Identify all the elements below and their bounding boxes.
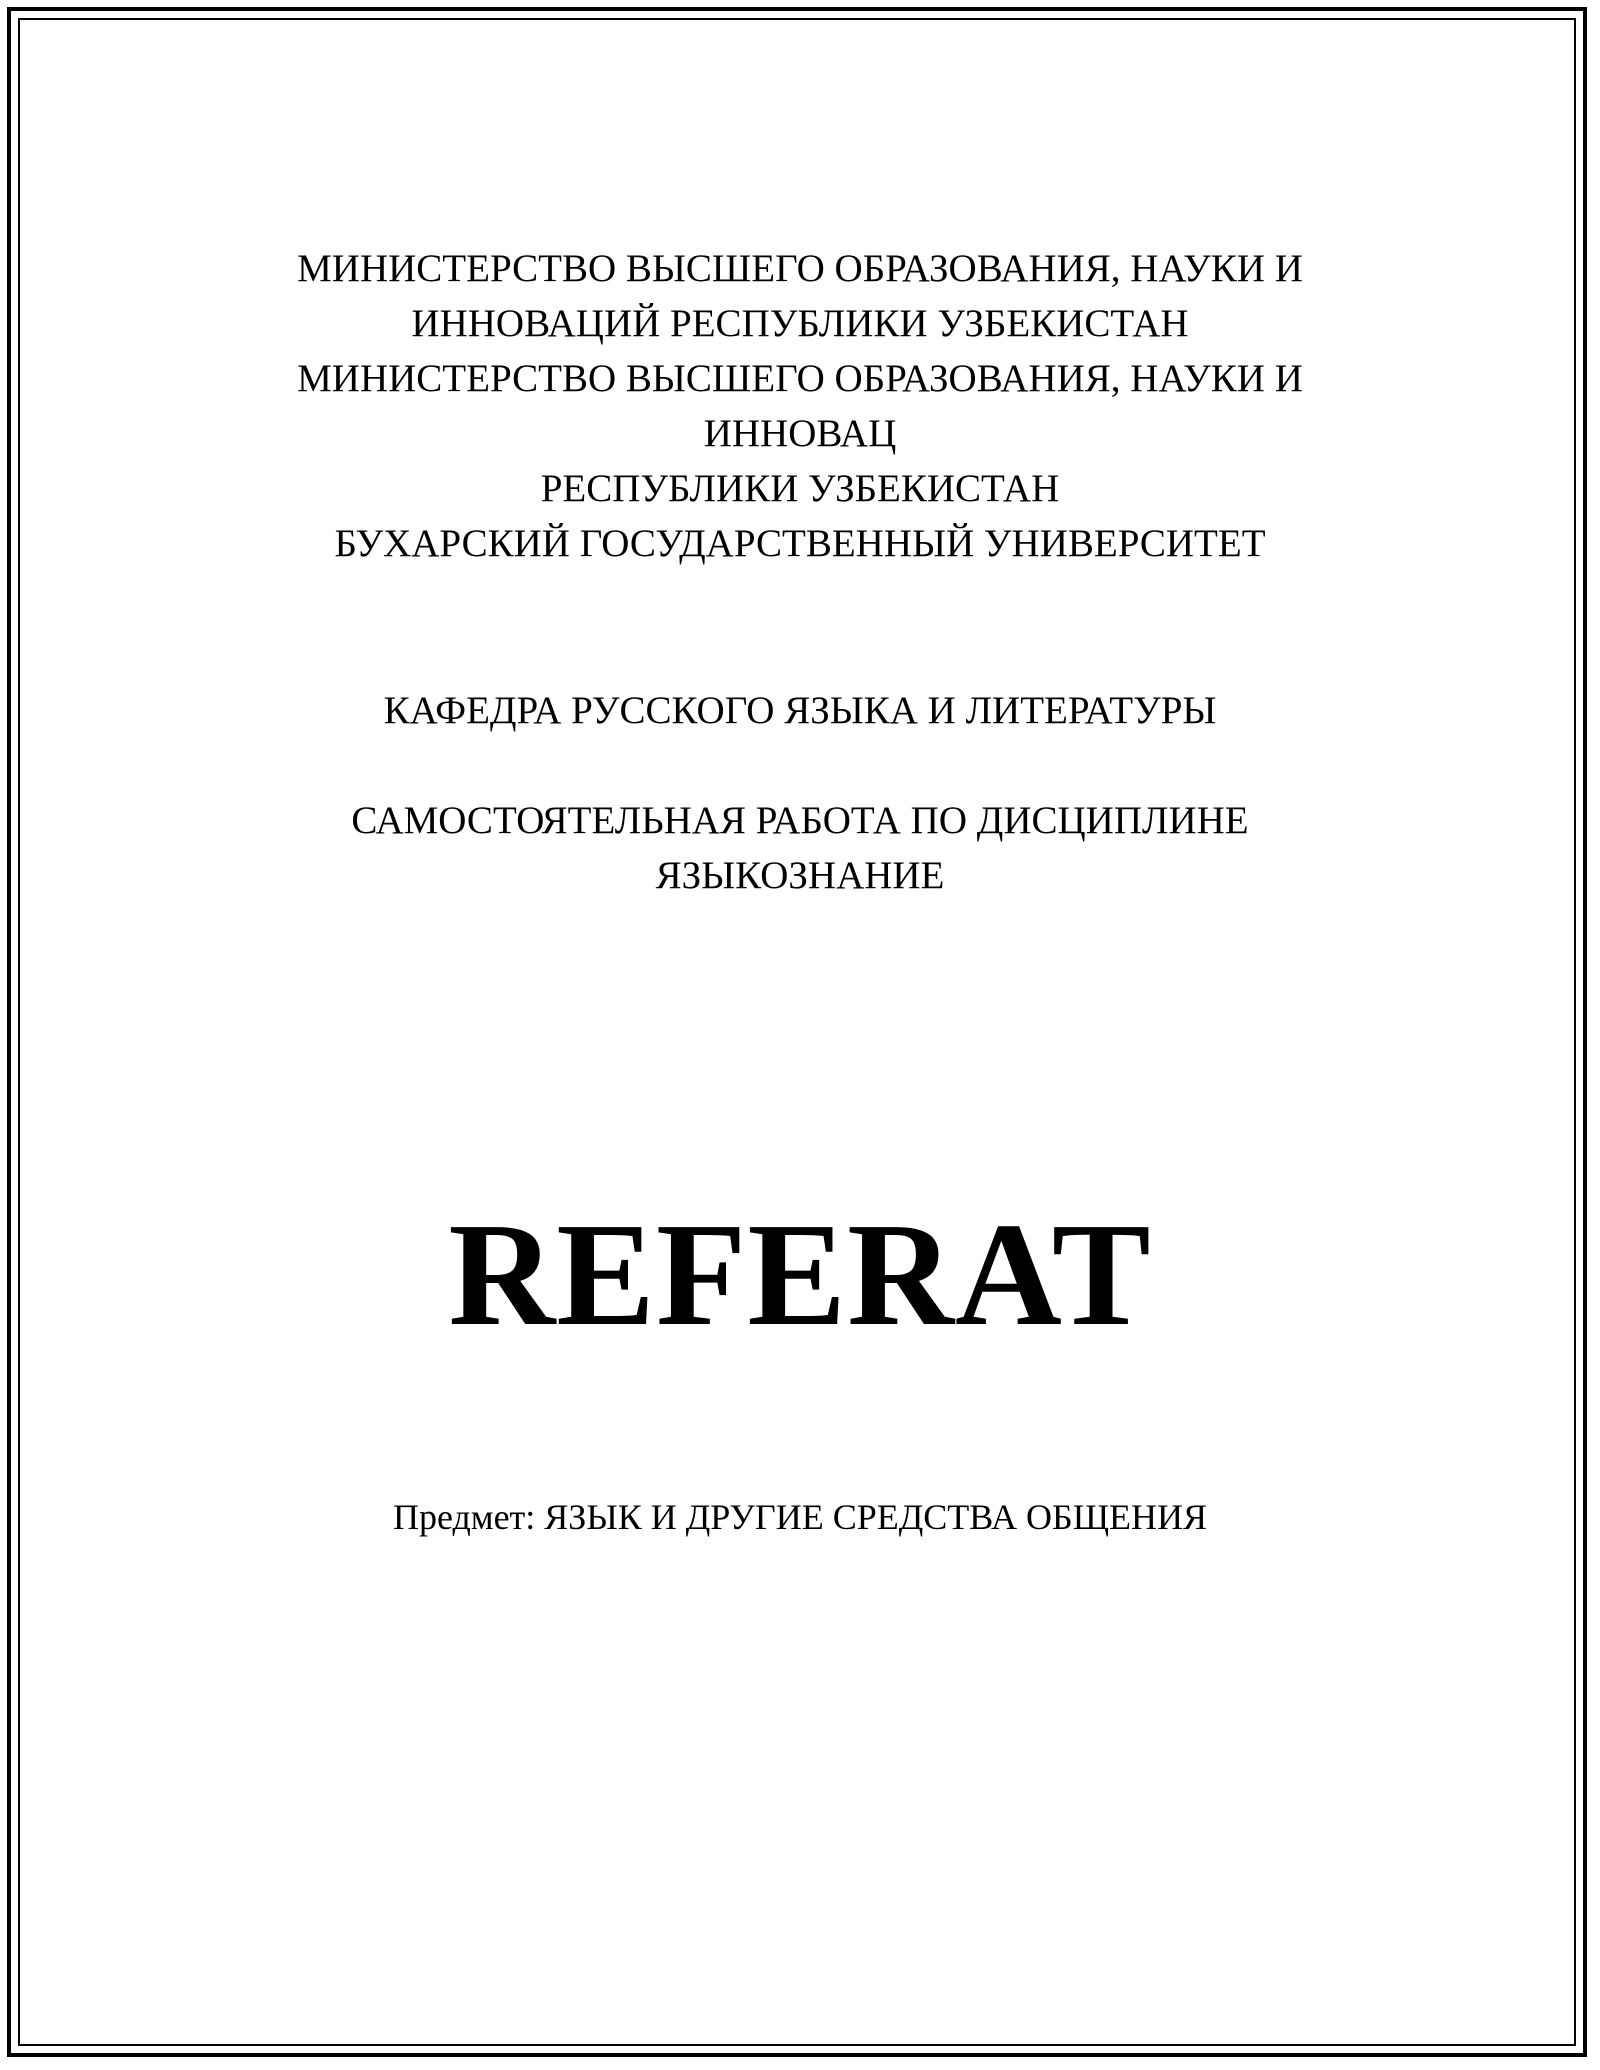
institution-header: [0, 241, 1600, 571]
department-name: КАФЕДРА РУССКОГО ЯЗЫКА И ЛИТЕРАТУРЫ: [383, 689, 1217, 732]
document-title-block: [0, 1190, 1600, 1360]
header-line: РЕСПУБЛИКИ УЗБЕКИСТАН: [540, 467, 1060, 510]
document-title: REFERAT: [448, 1193, 1152, 1357]
header-line: МИНИСТЕРСТВО ВЫСШЕГО ОБРАЗОВАНИЯ, НАУКИ И: [297, 247, 1303, 290]
work-type-line: САМОСТОЯТЕЛЬНАЯ РАБОТА ПО ДИСЦИПЛИНЕ: [351, 799, 1249, 842]
work-description: [0, 793, 1600, 903]
header-line: МИНИСТЕРСТВО ВЫСШЕГО ОБРАЗОВАНИЯ, НАУКИ И: [297, 357, 1303, 400]
department-heading: [0, 683, 1600, 738]
subject-line: Предмет: ЯЗЫК И ДРУГИЕ СРЕДСТВА ОБЩЕНИЯ: [392, 1497, 1208, 1537]
header-line: ИННОВАЦ: [703, 412, 897, 455]
header-line: ИННОВАЦИЙ РЕСПУБЛИКИ УЗБЕКИСТАН: [411, 302, 1189, 345]
header-line: БУХАРСКИЙ ГОСУДАРСТВЕННЫЙ УНИВЕРСИТЕТ: [334, 522, 1266, 565]
discipline-name: ЯЗЫКОЗНАНИЕ: [655, 854, 945, 897]
subject-block: [0, 1492, 1600, 1542]
